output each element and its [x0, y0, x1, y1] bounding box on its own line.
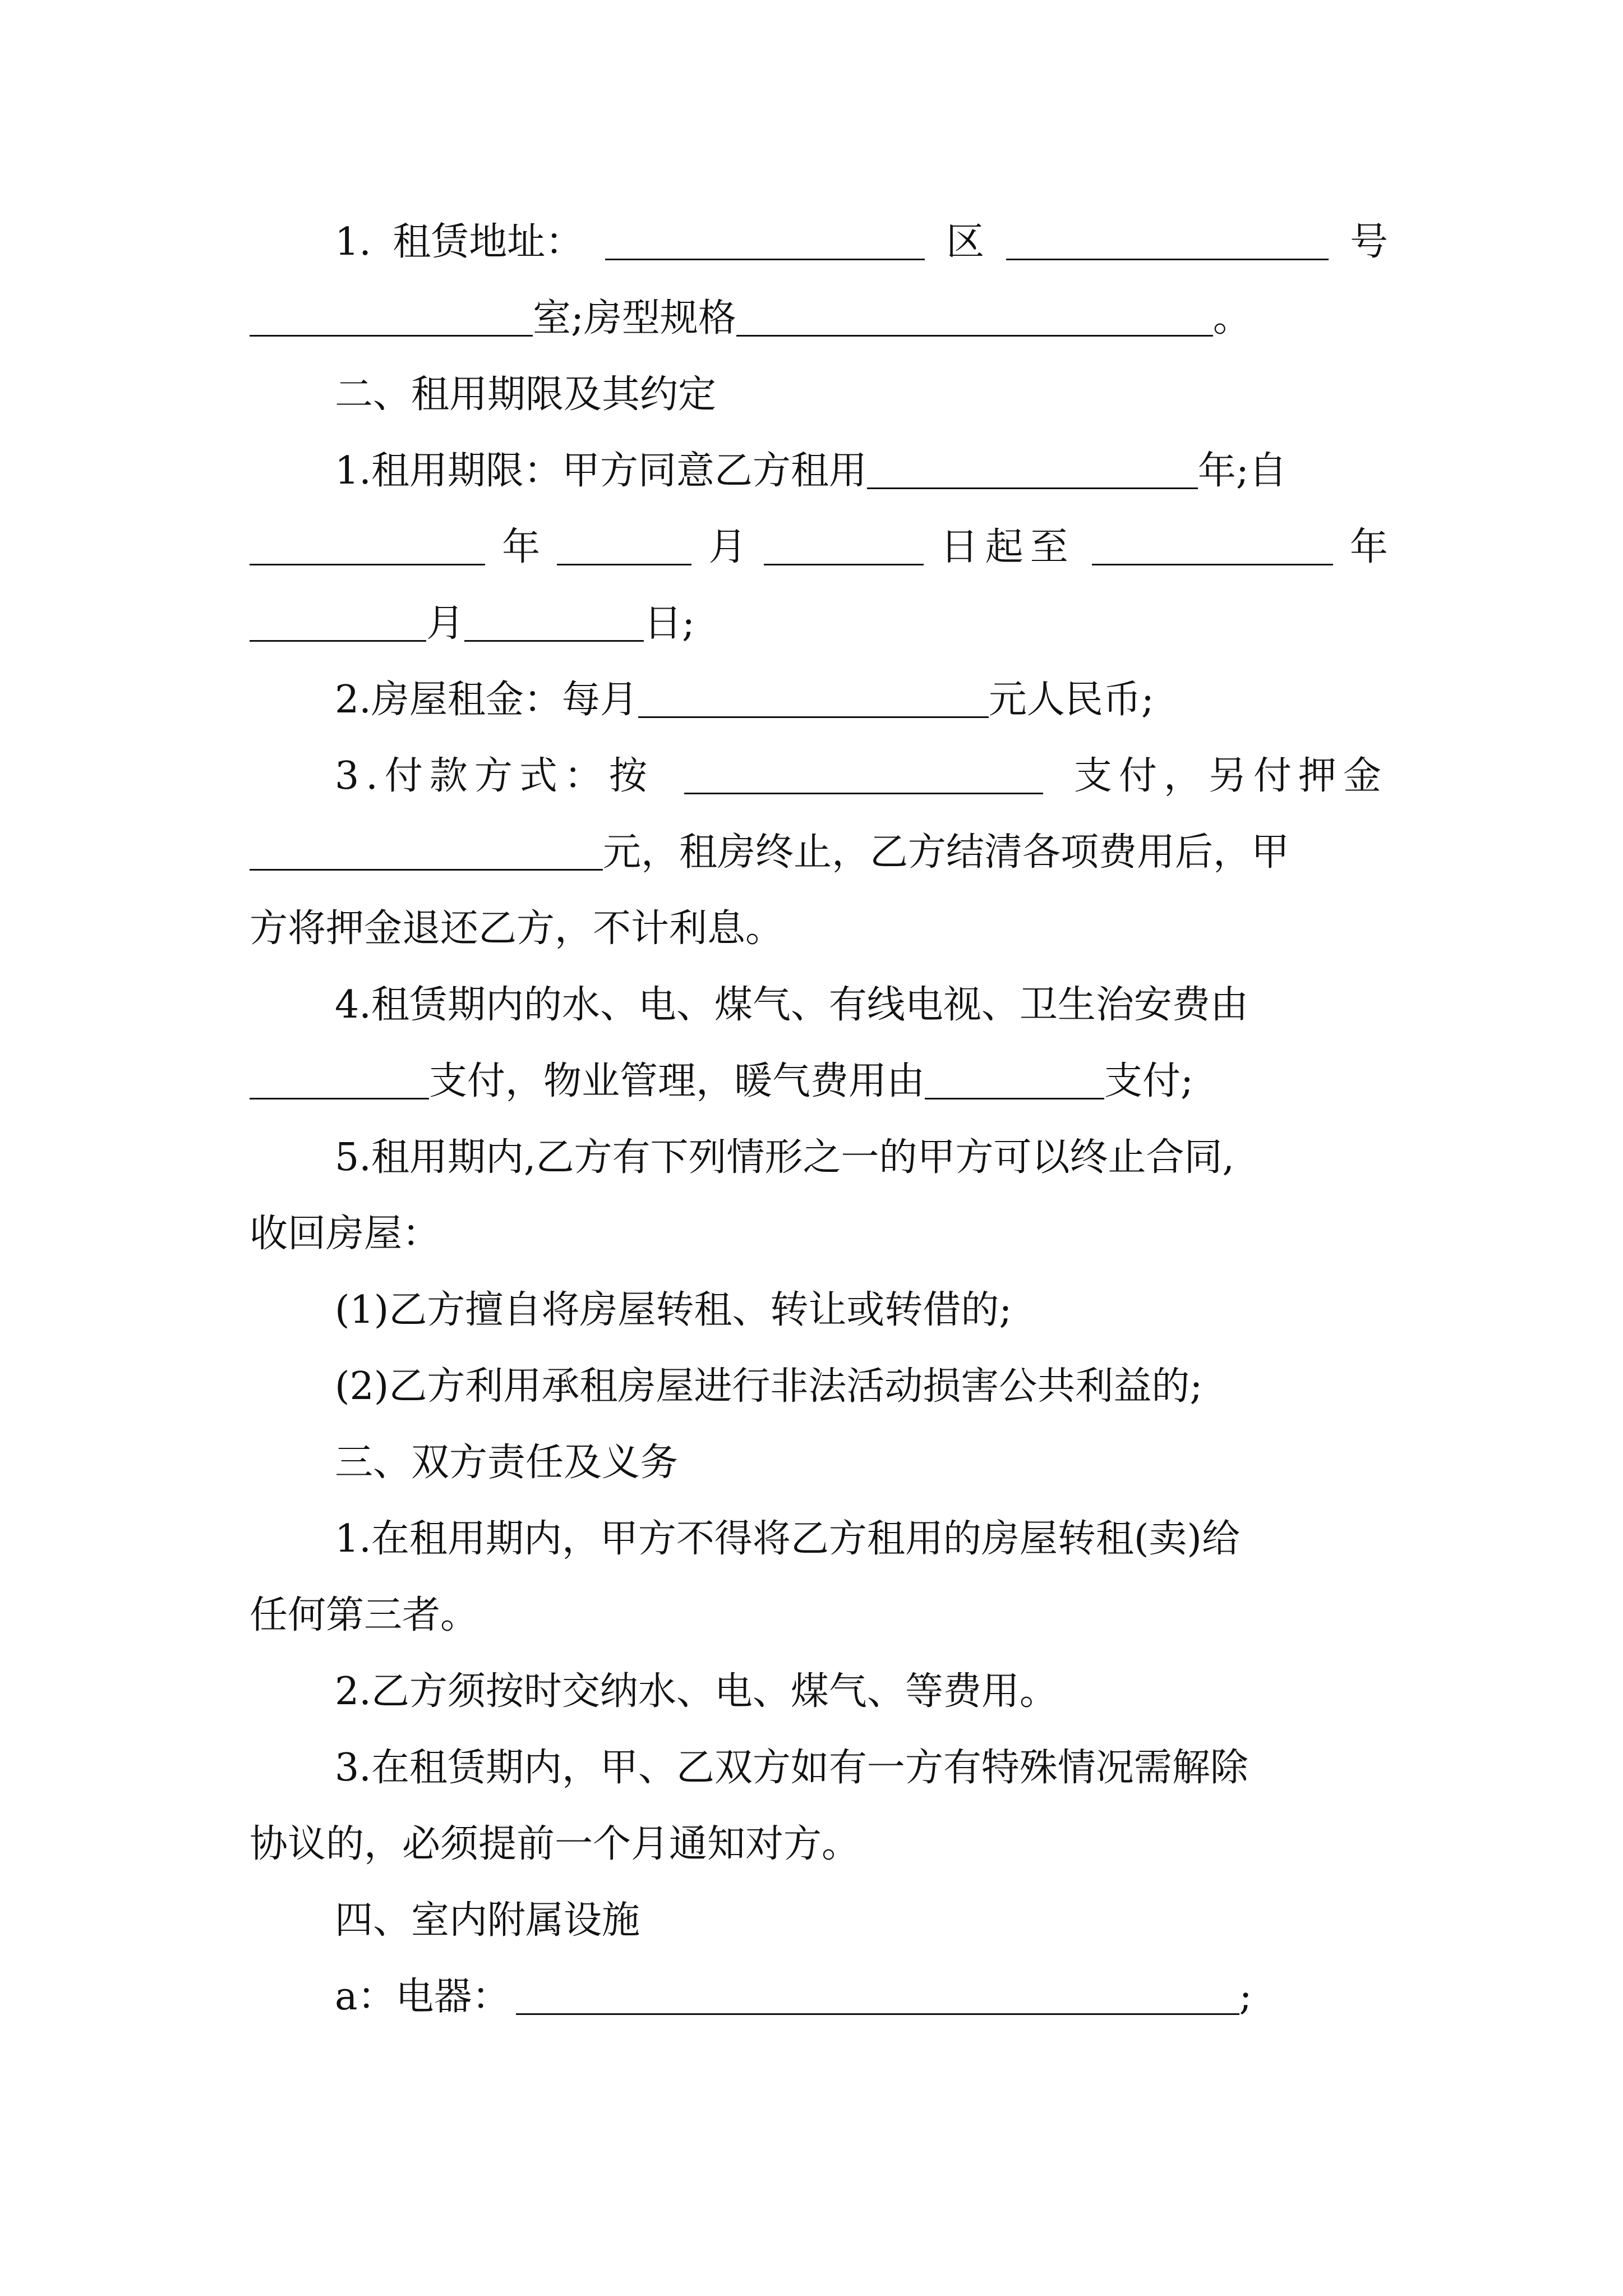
text-payment-label: 3.付款方式：按 — [335, 754, 654, 798]
text-utilities: 4.租赁期内的水、电、煤气、有线电视、卫生治安费由 — [335, 983, 1248, 1027]
section-heading-2 — [250, 361, 1388, 429]
line-duty-1 — [250, 1506, 1388, 1573]
text-number: 1. — [335, 220, 371, 264]
line-payment-method — [250, 743, 1388, 810]
text-termination: 5.租用期内,乙方有下列情形之一的甲方可以终止合同, — [335, 1135, 1235, 1180]
line-deposit — [250, 819, 1388, 886]
text-period: 。 — [1212, 296, 1251, 341]
blank-start-month[interactable] — [557, 524, 691, 565]
text-room-type-label: 室;房型规格 — [533, 296, 736, 341]
line-duty-1-cont — [250, 1582, 1388, 1649]
text-month: 月 — [708, 525, 747, 569]
line-appliances — [250, 1963, 1388, 2031]
blank-rent-amount[interactable] — [638, 677, 989, 718]
text-number-suffix: 号 — [1349, 220, 1388, 264]
line-clause-2 — [250, 1353, 1388, 1420]
heading-text: 二、租用期限及其约定 — [335, 372, 717, 417]
line-end-date — [250, 590, 1388, 657]
text-label-address: 租赁地址： — [393, 220, 584, 264]
text-pay: 支付; — [1104, 1059, 1193, 1103]
line-duty-3 — [250, 1734, 1388, 1802]
blank-end-day[interactable] — [464, 601, 644, 642]
line-utilities-payer — [250, 1048, 1388, 1115]
text-clause-2: (2)乙方利用承租房屋进行非法活动损害公共利益的; — [335, 1364, 1203, 1409]
text-lease-term: 1.租用期限：甲方同意乙方租用 — [335, 449, 867, 493]
line-reclaim — [250, 1200, 1388, 1268]
heading-text: 四、室内附属设施 — [335, 1898, 640, 1943]
text-deposit-refund: 方将押金退还乙方，不计利息。 — [250, 907, 784, 951]
blank-start-day[interactable] — [764, 524, 924, 565]
section-heading-4 — [250, 1887, 1388, 1954]
text-rmb: 元人民币; — [988, 678, 1154, 722]
line-duty-3-cont — [250, 1811, 1388, 1878]
line-utilities — [250, 972, 1388, 1039]
text-duty-2: 2.乙方须按时交纳水、电、煤气、等费用。 — [335, 1669, 1058, 1714]
blank-appliances[interactable] — [516, 1974, 1239, 2015]
text-duty-1-cont: 任何第三者。 — [250, 1593, 479, 1637]
text-month-end: 月 — [426, 601, 465, 646]
line-duty-2 — [250, 1658, 1388, 1726]
line-dates — [250, 514, 1388, 581]
text-clause-1: (1)乙方擅自将房屋转租、转让或转借的; — [335, 1288, 1012, 1332]
blank-start-year[interactable] — [250, 524, 485, 565]
text-deposit-terms: 元，租房终止，乙方结清各项费用后，甲 — [603, 830, 1290, 875]
blank-end-month[interactable] — [250, 601, 426, 642]
blank-room-type[interactable] — [736, 296, 1213, 337]
text-district: 区 — [946, 220, 985, 264]
blank-years[interactable] — [867, 448, 1198, 489]
text-day-end: 日; — [644, 601, 695, 646]
line-room-type — [250, 285, 1388, 352]
text-rent-label: 2.房屋租金：每月 — [335, 678, 638, 722]
blank-utilities-payer[interactable] — [250, 1059, 429, 1099]
text-years-from: 年;自 — [1197, 449, 1287, 493]
text-duty-3: 3.在租赁期内，甲、乙双方如有一方有特殊情况需解除 — [335, 1746, 1248, 1790]
text-duty-3-cont: 协议的，必须提前一个月通知对方。 — [250, 1822, 860, 1866]
text-duty-1: 1.在租用期内，甲方不得将乙方租用的房屋转租(卖)给 — [335, 1517, 1240, 1561]
blank-payment-method[interactable] — [684, 753, 1043, 794]
text-reclaim: 收回房屋： — [250, 1212, 441, 1256]
blank-address[interactable] — [605, 219, 925, 260]
text-appliances-label: a：电器： — [335, 1975, 510, 2019]
text-year-end: 年 — [1349, 525, 1388, 569]
line-termination — [250, 1124, 1388, 1191]
line-rent — [250, 666, 1388, 734]
blank-district[interactable] — [1006, 219, 1329, 260]
blank-room[interactable] — [250, 296, 533, 337]
blank-deposit-amount[interactable] — [250, 830, 603, 871]
text-semicolon: ; — [1239, 1975, 1252, 2019]
blank-end-year[interactable] — [1092, 524, 1333, 565]
line-rental-address — [250, 209, 1388, 276]
text-deposit-label: 支付，另付押金 — [1073, 754, 1388, 798]
line-clause-1 — [250, 1277, 1388, 1344]
heading-text: 三、双方责任及义务 — [335, 1441, 679, 1485]
section-heading-3 — [250, 1429, 1388, 1497]
line-lease-term — [250, 438, 1388, 505]
blank-heating-payer[interactable] — [925, 1059, 1104, 1099]
line-deposit-refund — [250, 895, 1388, 963]
text-day-until: 日起至 — [940, 525, 1075, 569]
text-year: 年 — [502, 525, 541, 569]
text-heating-label: 支付，物业管理，暖气费用由 — [429, 1059, 925, 1103]
